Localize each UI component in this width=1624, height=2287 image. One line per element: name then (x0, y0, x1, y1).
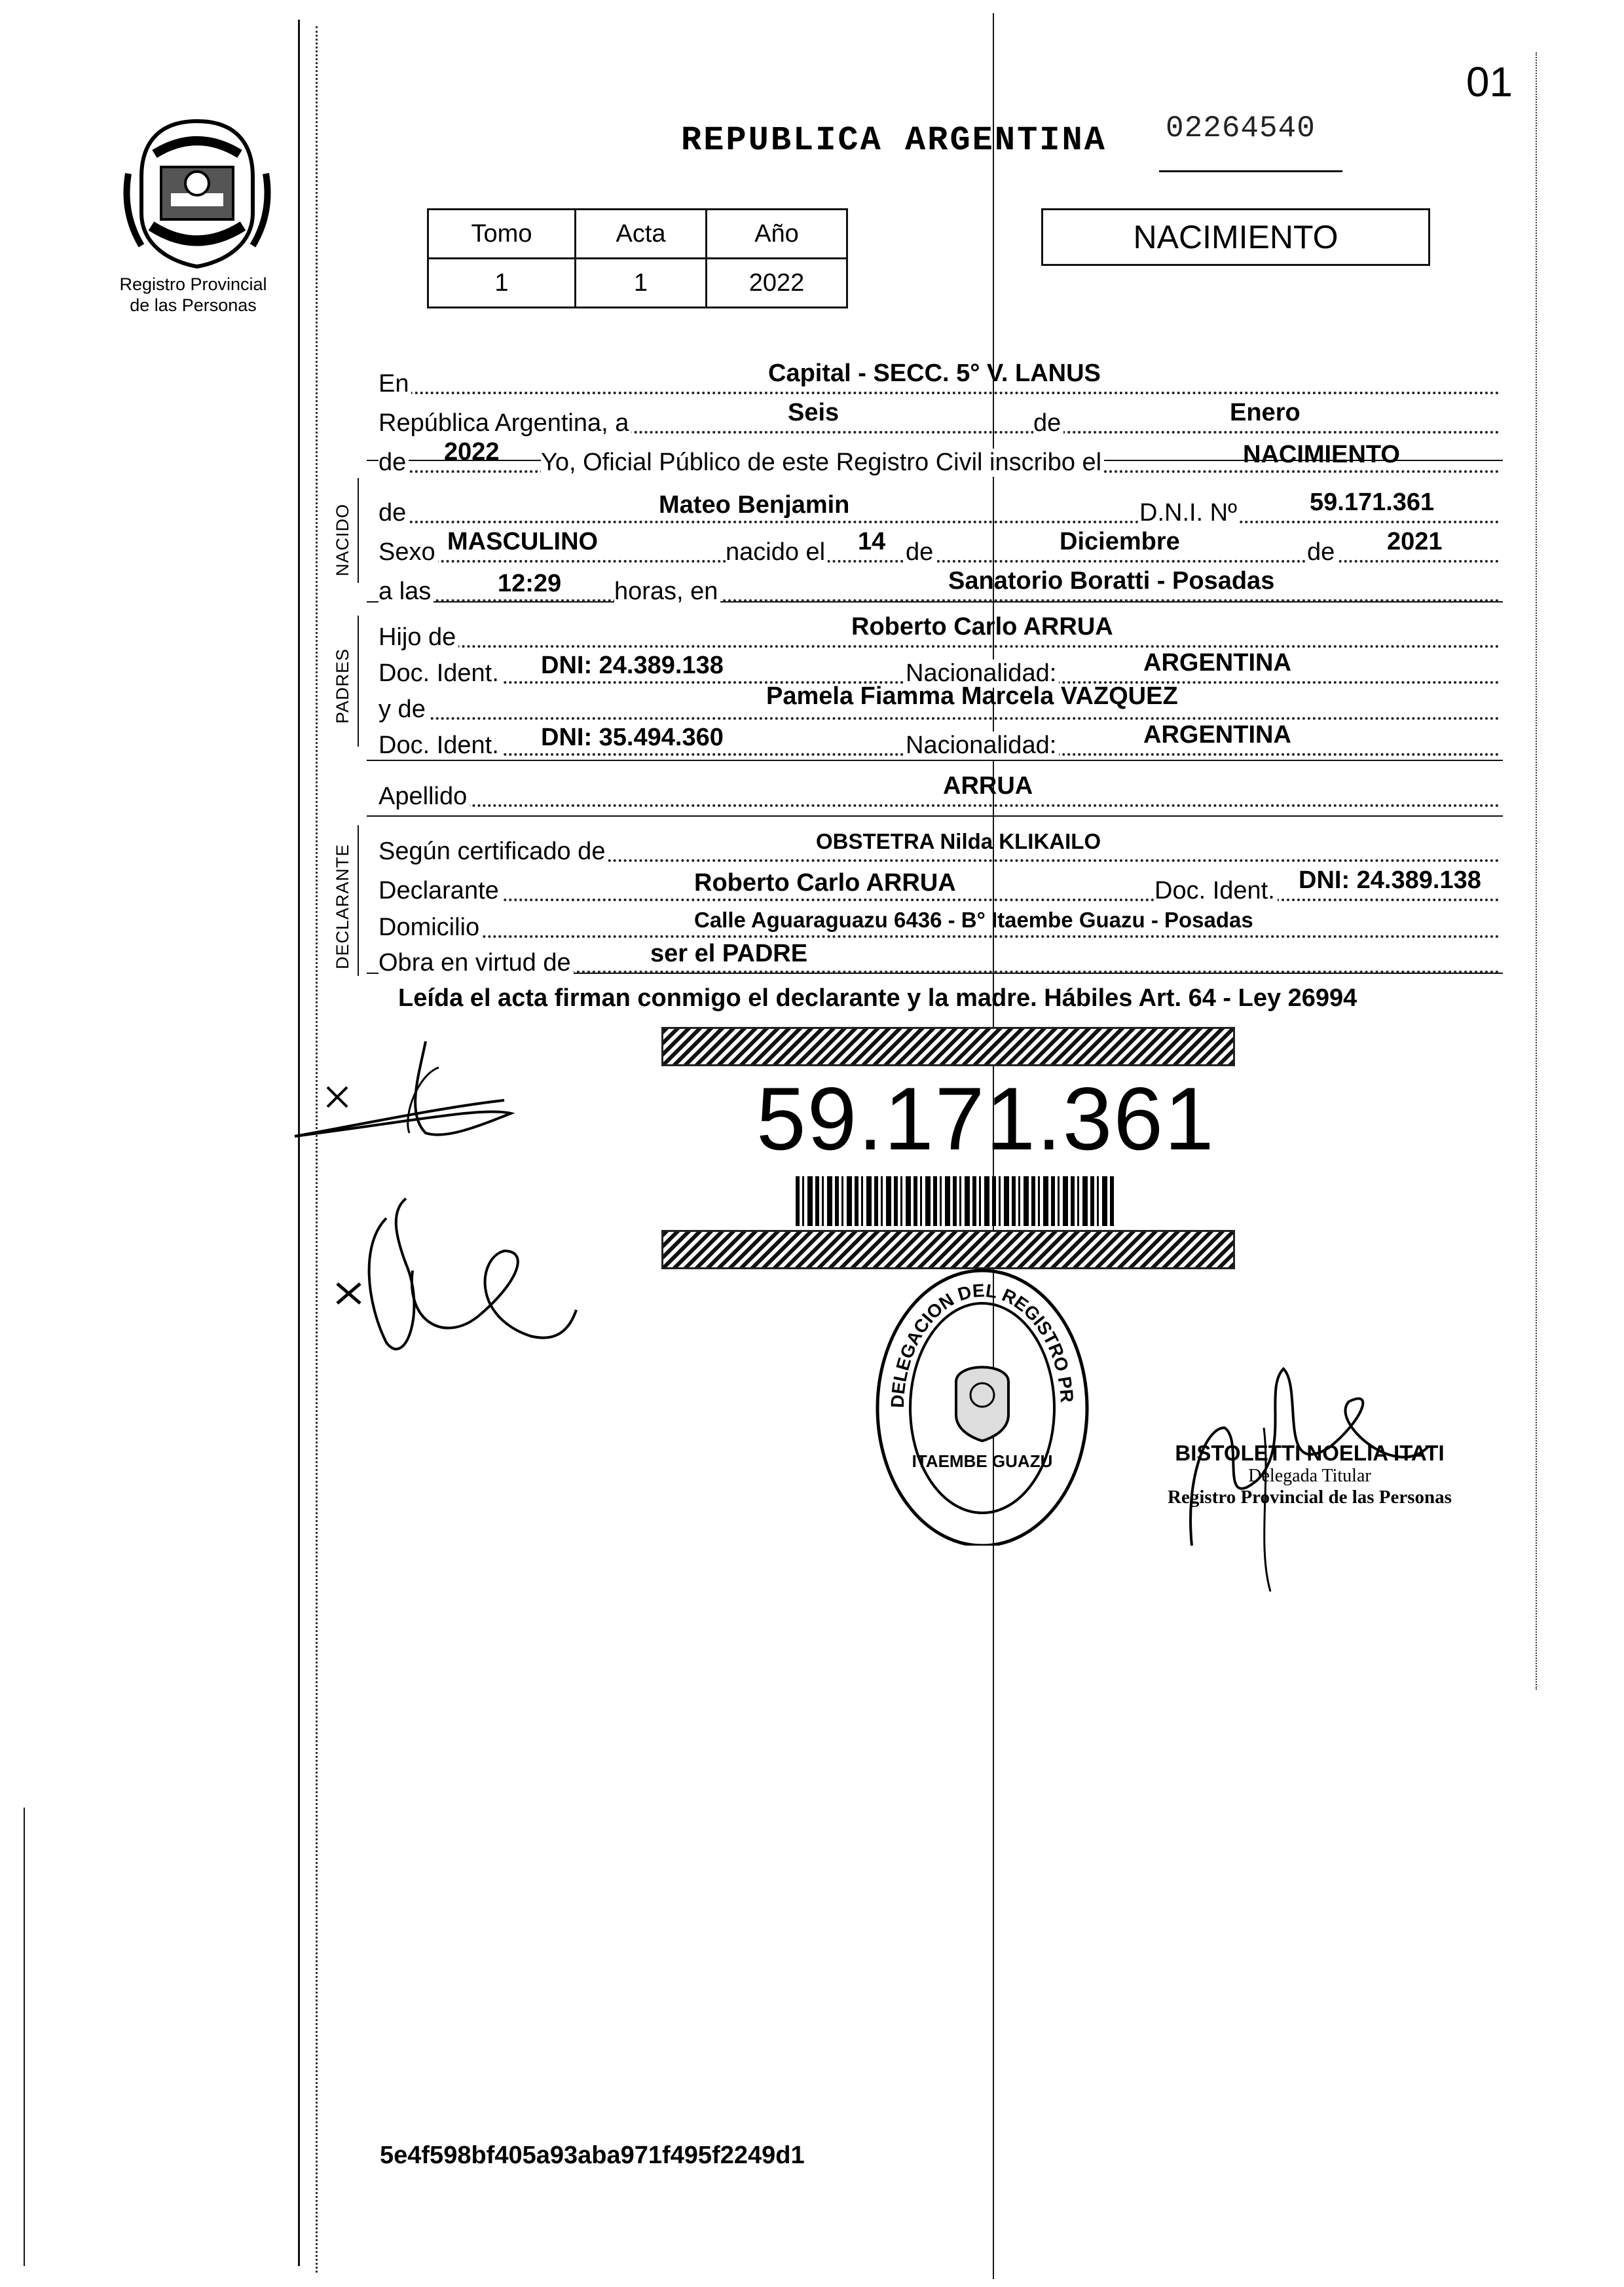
row-place (378, 359, 1500, 398)
acta-header: Acta (576, 210, 707, 259)
value-certificate: OBSTETRA Nilda KLIKAILO (816, 829, 1101, 853)
label-nacionalidad: Nacionalidad: (906, 660, 1059, 688)
value-act-type: NACIMIENTO (1243, 441, 1400, 468)
value-surname: ARRUA (943, 772, 1033, 800)
serial-underline (1159, 170, 1342, 172)
registry-caption-line2: de las Personas (130, 295, 257, 315)
official-block (1139, 1441, 1480, 1508)
value-declarant-name: Roberto Carlo ARRUA (694, 869, 956, 897)
row-mother-doc (378, 720, 1500, 760)
label-hijo: Hijo de (378, 623, 458, 652)
row-child-name (378, 488, 1500, 527)
acta-value: 1 (576, 259, 707, 308)
value-birth-day: 14 (858, 528, 886, 555)
value-father-doc: DNI: 24.389.138 (541, 652, 724, 679)
label-dni: D.N.I. Nº (1139, 499, 1240, 527)
row-basis (378, 938, 1500, 977)
document-hash: 5e4f598bf405a93aba971f495f2249d1 (380, 2142, 805, 2169)
row-birth-place (378, 567, 1500, 606)
registry-caption (98, 274, 288, 316)
side-label-declarante: DECLARANTE (333, 844, 352, 969)
side-label-nacido: NACIDO (333, 503, 352, 576)
value-father-nationality: ARGENTINA (1143, 649, 1291, 677)
value-obra: ser el PADRE (650, 940, 808, 967)
coat-of-arms-logo (115, 115, 279, 272)
label-de: de (1033, 409, 1063, 437)
label-de4: de (906, 538, 936, 567)
value-mother-name: Pamela Fiamma Marcela VAZQUEZ (766, 682, 1178, 710)
signature-declarant (288, 1035, 524, 1166)
label-apellido: Apellido (378, 783, 470, 811)
value-birth-year: 2021 (1387, 528, 1443, 555)
row-birth-date (378, 527, 1500, 567)
official-name: BISTOLETTI NOELIA ITATI (1175, 1441, 1445, 1465)
nacido-bracket (358, 478, 359, 583)
value-child-dni: 59.171.361 (1310, 489, 1435, 516)
label-yde: y de (378, 696, 428, 724)
value-mother-nationality: ARGENTINA (1143, 721, 1291, 749)
row-father (378, 612, 1500, 652)
label-nacido: nacido el (726, 538, 828, 567)
left-edge-mark (24, 1808, 25, 2266)
value-place: Capital - SECC. 5° V. LANUS (768, 360, 1101, 387)
label-de3: de (378, 499, 409, 527)
id-number: 59.171.361 (756, 1069, 1215, 1168)
value-year: 2022 (444, 438, 500, 466)
anio-value: 2022 (707, 259, 847, 308)
value-month-text: Enero (1230, 399, 1301, 426)
label-alas: a las (378, 578, 434, 606)
label-en: En (378, 370, 411, 398)
label-segun: Según certificado de (378, 838, 608, 866)
value-declarant-doc: DNI: 24.389.138 (1299, 866, 1481, 894)
label-de5: de (1307, 538, 1337, 567)
row-date (378, 398, 1500, 437)
row-inscription (378, 437, 1500, 477)
row-certificate (378, 827, 1500, 866)
value-birth-place: Sanatorio Boratti - Posadas (948, 567, 1275, 595)
row-father-doc (378, 648, 1500, 688)
value-address: Calle Aguaraguazu 6436 - B° Itaembe Guazu - Posadas (694, 908, 1253, 932)
label-obra: Obra en virtud de (378, 949, 574, 977)
page-number: 01 (1466, 58, 1513, 105)
label-sexo: Sexo (378, 538, 438, 567)
value-day-text: Seis (788, 399, 840, 426)
seal-ring-text: DELEGACION DEL REGISTRO PR (887, 1280, 1078, 1409)
tomo-value: 1 (428, 259, 576, 308)
label-doc-ident3: Doc. Ident. (1154, 877, 1278, 905)
label-domicilio: Domicilio (378, 914, 482, 942)
anio-header: Año (707, 210, 847, 259)
value-birth-month: Diciembre (1060, 528, 1180, 555)
tomo-header: Tomo (428, 210, 576, 259)
security-pattern-top (661, 1027, 1235, 1066)
row-mother (378, 684, 1500, 724)
official-role: Delegada Titular (1248, 1466, 1371, 1486)
registry-caption-line1: Registro Provincial (119, 274, 267, 294)
serial-number: 02264540 (1166, 111, 1316, 145)
document-type-box: NACIMIENTO (1041, 208, 1430, 266)
row-address (378, 902, 1500, 942)
label-doc-ident: Doc. Ident. (378, 660, 502, 688)
separator-before-declarante (367, 815, 1503, 817)
value-birth-time: 12:29 (498, 570, 562, 597)
label-de2: de (378, 449, 409, 477)
row-surname (378, 772, 1500, 811)
value-child-name: Mateo Benjamin (659, 491, 850, 519)
padres-bracket (358, 616, 359, 747)
value-mother-doc: DNI: 35.494.360 (541, 724, 724, 751)
label-republica: República Argentina, a (378, 409, 631, 437)
label-declarante: Declarante (378, 877, 502, 905)
value-father-name: Roberto Carlo ARRUA (851, 613, 1113, 641)
seal-inner-text: ITAEMBE GUAZÚ (912, 1451, 1053, 1471)
declarante-bracket (358, 825, 359, 976)
record-table (427, 208, 848, 308)
closing-statement: Leída el acta firman conmigo el declarante y la madre. Hábiles Art. 64 - Ley 26994 (398, 984, 1357, 1012)
barcode (796, 1176, 1116, 1226)
row-declarant (378, 866, 1500, 905)
label-nacionalidad2: Nacionalidad: (906, 732, 1059, 760)
document-title: REPUBLICA ARGENTINA (681, 121, 1107, 160)
label-horas: horas, en (614, 578, 720, 606)
label-doc-ident2: Doc. Ident. (378, 732, 502, 760)
official-seal (864, 1244, 1100, 1546)
label-inscribo: Yo, Oficial Público de este Registro Civil inscribo el (541, 449, 1104, 477)
id-barcode-block (661, 1027, 1231, 1269)
signature-mother (334, 1185, 583, 1382)
value-sex: MASCULINO (447, 528, 599, 555)
official-org: Registro Provincial de las Personas (1168, 1487, 1452, 1508)
separator-before-apellido (367, 760, 1503, 761)
side-label-padres: PADRES (333, 648, 352, 724)
right-margin-dotted-line (1536, 52, 1537, 1690)
